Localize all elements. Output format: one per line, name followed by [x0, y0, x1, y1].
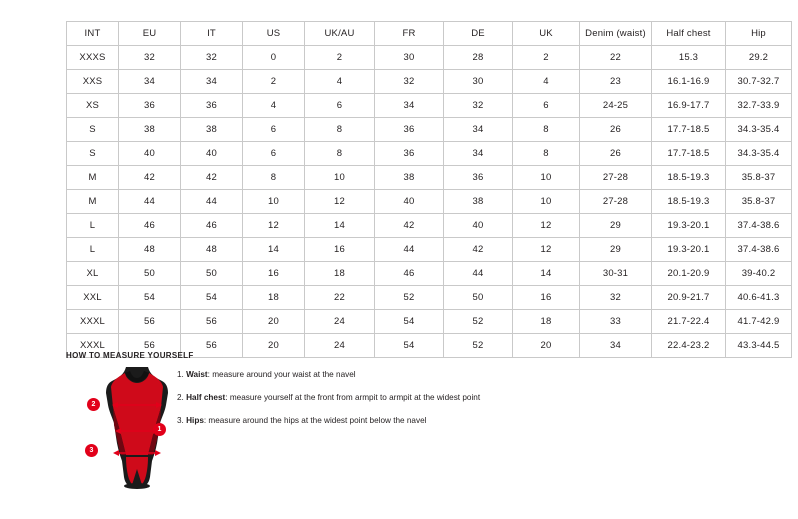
cell-de: 28	[444, 46, 513, 70]
cell-de: 32	[444, 94, 513, 118]
cell-denim-waist: 34	[580, 334, 652, 358]
cell-half-chest: 21.7-22.4	[652, 310, 726, 334]
cell-uk-au: 22	[305, 286, 375, 310]
cell-it: 36	[181, 94, 243, 118]
measure-term: Waist	[186, 370, 208, 379]
cell-eu: 38	[119, 118, 181, 142]
cell-uk-au: 24	[305, 310, 375, 334]
measure-text: : measure around your waist at the navel	[207, 370, 356, 379]
cell-int: S	[67, 118, 119, 142]
cell-uk: 10	[513, 190, 580, 214]
table-row	[67, 46, 792, 70]
cell-uk: 12	[513, 214, 580, 238]
cell-denim-waist: 30-31	[580, 262, 652, 286]
cell-half-chest: 16.1-16.9	[652, 70, 726, 94]
measure-term: Half chest	[186, 393, 226, 402]
cell-eu: 42	[119, 166, 181, 190]
cell-us: 8	[243, 166, 305, 190]
cell-uk: 12	[513, 238, 580, 262]
cell-it: 56	[181, 310, 243, 334]
cell-hip: 39-40.2	[726, 262, 792, 286]
cell-int: XXXS	[67, 46, 119, 70]
column-header-fr: FR	[375, 22, 444, 46]
cell-fr: 32	[375, 70, 444, 94]
cell-uk-au: 4	[305, 70, 375, 94]
cell-hip: 34.3-35.4	[726, 142, 792, 166]
cell-int: XXL	[67, 286, 119, 310]
column-header-eu: EU	[119, 22, 181, 46]
cell-half-chest: 16.9-17.7	[652, 94, 726, 118]
cell-de: 42	[444, 238, 513, 262]
cell-hip: 37.4-38.6	[726, 238, 792, 262]
measure-instruction-hips	[177, 415, 647, 426]
cell-us: 0	[243, 46, 305, 70]
cell-it: 56	[181, 334, 243, 358]
cell-de: 40	[444, 214, 513, 238]
cell-de: 34	[444, 142, 513, 166]
cell-denim-waist: 27-28	[580, 190, 652, 214]
measure-number: 3.	[177, 416, 184, 425]
cell-half-chest: 15.3	[652, 46, 726, 70]
column-header-de: DE	[444, 22, 513, 46]
cell-eu: 36	[119, 94, 181, 118]
table-row	[67, 70, 792, 94]
cell-int: L	[67, 238, 119, 262]
cell-int: XXXL	[67, 310, 119, 334]
cell-half-chest: 22.4-23.2	[652, 334, 726, 358]
table-row	[67, 238, 792, 262]
figure-badge-waist: 1	[153, 423, 166, 436]
cell-uk-au: 6	[305, 94, 375, 118]
cell-it: 32	[181, 46, 243, 70]
cell-de: 44	[444, 262, 513, 286]
cell-uk: 18	[513, 310, 580, 334]
cell-eu: 50	[119, 262, 181, 286]
table-row	[67, 94, 792, 118]
cell-fr: 30	[375, 46, 444, 70]
table-row	[67, 262, 792, 286]
cell-half-chest: 20.9-21.7	[652, 286, 726, 310]
cell-half-chest: 17.7-18.5	[652, 142, 726, 166]
size-chart-table	[66, 21, 792, 358]
cell-us: 20	[243, 310, 305, 334]
cell-half-chest: 18.5-19.3	[652, 166, 726, 190]
cell-it: 54	[181, 286, 243, 310]
cell-fr: 54	[375, 334, 444, 358]
table-row	[67, 118, 792, 142]
cell-it: 34	[181, 70, 243, 94]
cell-denim-waist: 26	[580, 118, 652, 142]
mannequin-illustration	[92, 365, 182, 490]
cell-uk-au: 18	[305, 262, 375, 286]
cell-int: XXXL	[67, 334, 119, 358]
cell-hip: 41.7-42.9	[726, 310, 792, 334]
cell-hip: 35.8-37	[726, 166, 792, 190]
measurement-figure	[92, 365, 182, 490]
cell-hip: 43.3-44.5	[726, 334, 792, 358]
cell-fr: 52	[375, 286, 444, 310]
cell-us: 14	[243, 238, 305, 262]
cell-hip: 32.7-33.9	[726, 94, 792, 118]
cell-eu: 32	[119, 46, 181, 70]
cell-denim-waist: 26	[580, 142, 652, 166]
cell-hip: 34.3-35.4	[726, 118, 792, 142]
cell-fr: 40	[375, 190, 444, 214]
cell-eu: 56	[119, 310, 181, 334]
table-row	[67, 214, 792, 238]
measure-instruction-half-chest	[177, 392, 647, 403]
cell-it: 48	[181, 238, 243, 262]
measure-number: 2.	[177, 393, 184, 402]
column-header-hip: Hip	[726, 22, 792, 46]
cell-de: 36	[444, 166, 513, 190]
cell-int: XXS	[67, 70, 119, 94]
cell-denim-waist: 22	[580, 46, 652, 70]
table-row	[67, 286, 792, 310]
cell-fr: 44	[375, 238, 444, 262]
cell-uk-au: 16	[305, 238, 375, 262]
cell-int: M	[67, 190, 119, 214]
cell-denim-waist: 33	[580, 310, 652, 334]
cell-us: 16	[243, 262, 305, 286]
how-to-measure-heading: HOW TO MEASURE YOURSELF	[66, 351, 194, 360]
column-header-half-chest: Half chest	[652, 22, 726, 46]
cell-int: L	[67, 214, 119, 238]
cell-it: 38	[181, 118, 243, 142]
table-header-row	[67, 22, 792, 46]
cell-uk: 6	[513, 94, 580, 118]
cell-us: 20	[243, 334, 305, 358]
cell-us: 6	[243, 142, 305, 166]
cell-us: 6	[243, 118, 305, 142]
measurement-instructions	[177, 369, 647, 438]
figure-badge-hips: 3	[85, 444, 98, 457]
cell-uk: 10	[513, 166, 580, 190]
cell-it: 42	[181, 166, 243, 190]
measure-instruction-waist	[177, 369, 647, 380]
cell-denim-waist: 29	[580, 214, 652, 238]
cell-us: 2	[243, 70, 305, 94]
cell-half-chest: 18.5-19.3	[652, 190, 726, 214]
cell-fr: 42	[375, 214, 444, 238]
cell-half-chest: 20.1-20.9	[652, 262, 726, 286]
cell-uk: 8	[513, 118, 580, 142]
cell-it: 44	[181, 190, 243, 214]
cell-uk-au: 8	[305, 118, 375, 142]
cell-de: 30	[444, 70, 513, 94]
cell-eu: 46	[119, 214, 181, 238]
cell-uk-au: 10	[305, 166, 375, 190]
cell-uk: 14	[513, 262, 580, 286]
cell-uk: 2	[513, 46, 580, 70]
column-header-uk: UK	[513, 22, 580, 46]
column-header-uk-au: UK/AU	[305, 22, 375, 46]
cell-de: 50	[444, 286, 513, 310]
cell-uk-au: 14	[305, 214, 375, 238]
cell-eu: 54	[119, 286, 181, 310]
cell-de: 52	[444, 334, 513, 358]
table-row	[67, 310, 792, 334]
cell-eu: 56	[119, 334, 181, 358]
cell-int: XL	[67, 262, 119, 286]
cell-de: 38	[444, 190, 513, 214]
cell-denim-waist: 29	[580, 238, 652, 262]
cell-uk-au: 24	[305, 334, 375, 358]
column-header-denim-waist: Denim (waist)	[580, 22, 652, 46]
table-header	[67, 22, 792, 46]
table-row	[67, 166, 792, 190]
cell-us: 10	[243, 190, 305, 214]
cell-int: XS	[67, 94, 119, 118]
cell-fr: 36	[375, 118, 444, 142]
cell-fr: 36	[375, 142, 444, 166]
cell-denim-waist: 24-25	[580, 94, 652, 118]
cell-hip: 40.6-41.3	[726, 286, 792, 310]
cell-int: S	[67, 142, 119, 166]
cell-denim-waist: 27-28	[580, 166, 652, 190]
cell-denim-waist: 23	[580, 70, 652, 94]
cell-us: 4	[243, 94, 305, 118]
figure-badge-half-chest: 2	[87, 398, 100, 411]
cell-fr: 34	[375, 94, 444, 118]
table-row	[67, 190, 792, 214]
cell-hip: 37.4-38.6	[726, 214, 792, 238]
measure-number: 1.	[177, 370, 184, 379]
cell-uk: 4	[513, 70, 580, 94]
cell-uk: 8	[513, 142, 580, 166]
cell-de: 34	[444, 118, 513, 142]
measure-text: : measure around the hips at the widest point below the navel	[203, 416, 427, 425]
measure-text: : measure yourself at the front from armpit to armpit at the widest point	[225, 393, 481, 402]
table-row	[67, 142, 792, 166]
cell-denim-waist: 32	[580, 286, 652, 310]
cell-uk: 20	[513, 334, 580, 358]
cell-half-chest: 17.7-18.5	[652, 118, 726, 142]
cell-hip: 29.2	[726, 46, 792, 70]
cell-uk-au: 12	[305, 190, 375, 214]
cell-uk-au: 8	[305, 142, 375, 166]
measure-term: Hips	[186, 416, 204, 425]
cell-eu: 44	[119, 190, 181, 214]
cell-fr: 38	[375, 166, 444, 190]
table-body	[67, 46, 792, 358]
cell-it: 46	[181, 214, 243, 238]
cell-it: 50	[181, 262, 243, 286]
column-header-us: US	[243, 22, 305, 46]
cell-hip: 35.8-37	[726, 190, 792, 214]
cell-half-chest: 19.3-20.1	[652, 214, 726, 238]
cell-fr: 46	[375, 262, 444, 286]
cell-uk-au: 2	[305, 46, 375, 70]
cell-us: 18	[243, 286, 305, 310]
cell-eu: 34	[119, 70, 181, 94]
cell-eu: 40	[119, 142, 181, 166]
column-header-int: INT	[67, 22, 119, 46]
cell-half-chest: 19.3-20.1	[652, 238, 726, 262]
cell-hip: 30.7-32.7	[726, 70, 792, 94]
cell-de: 52	[444, 310, 513, 334]
cell-uk: 16	[513, 286, 580, 310]
size-chart-table-container	[66, 21, 780, 358]
cell-eu: 48	[119, 238, 181, 262]
cell-us: 12	[243, 214, 305, 238]
column-header-it: IT	[181, 22, 243, 46]
cell-fr: 54	[375, 310, 444, 334]
cell-it: 40	[181, 142, 243, 166]
cell-int: M	[67, 166, 119, 190]
